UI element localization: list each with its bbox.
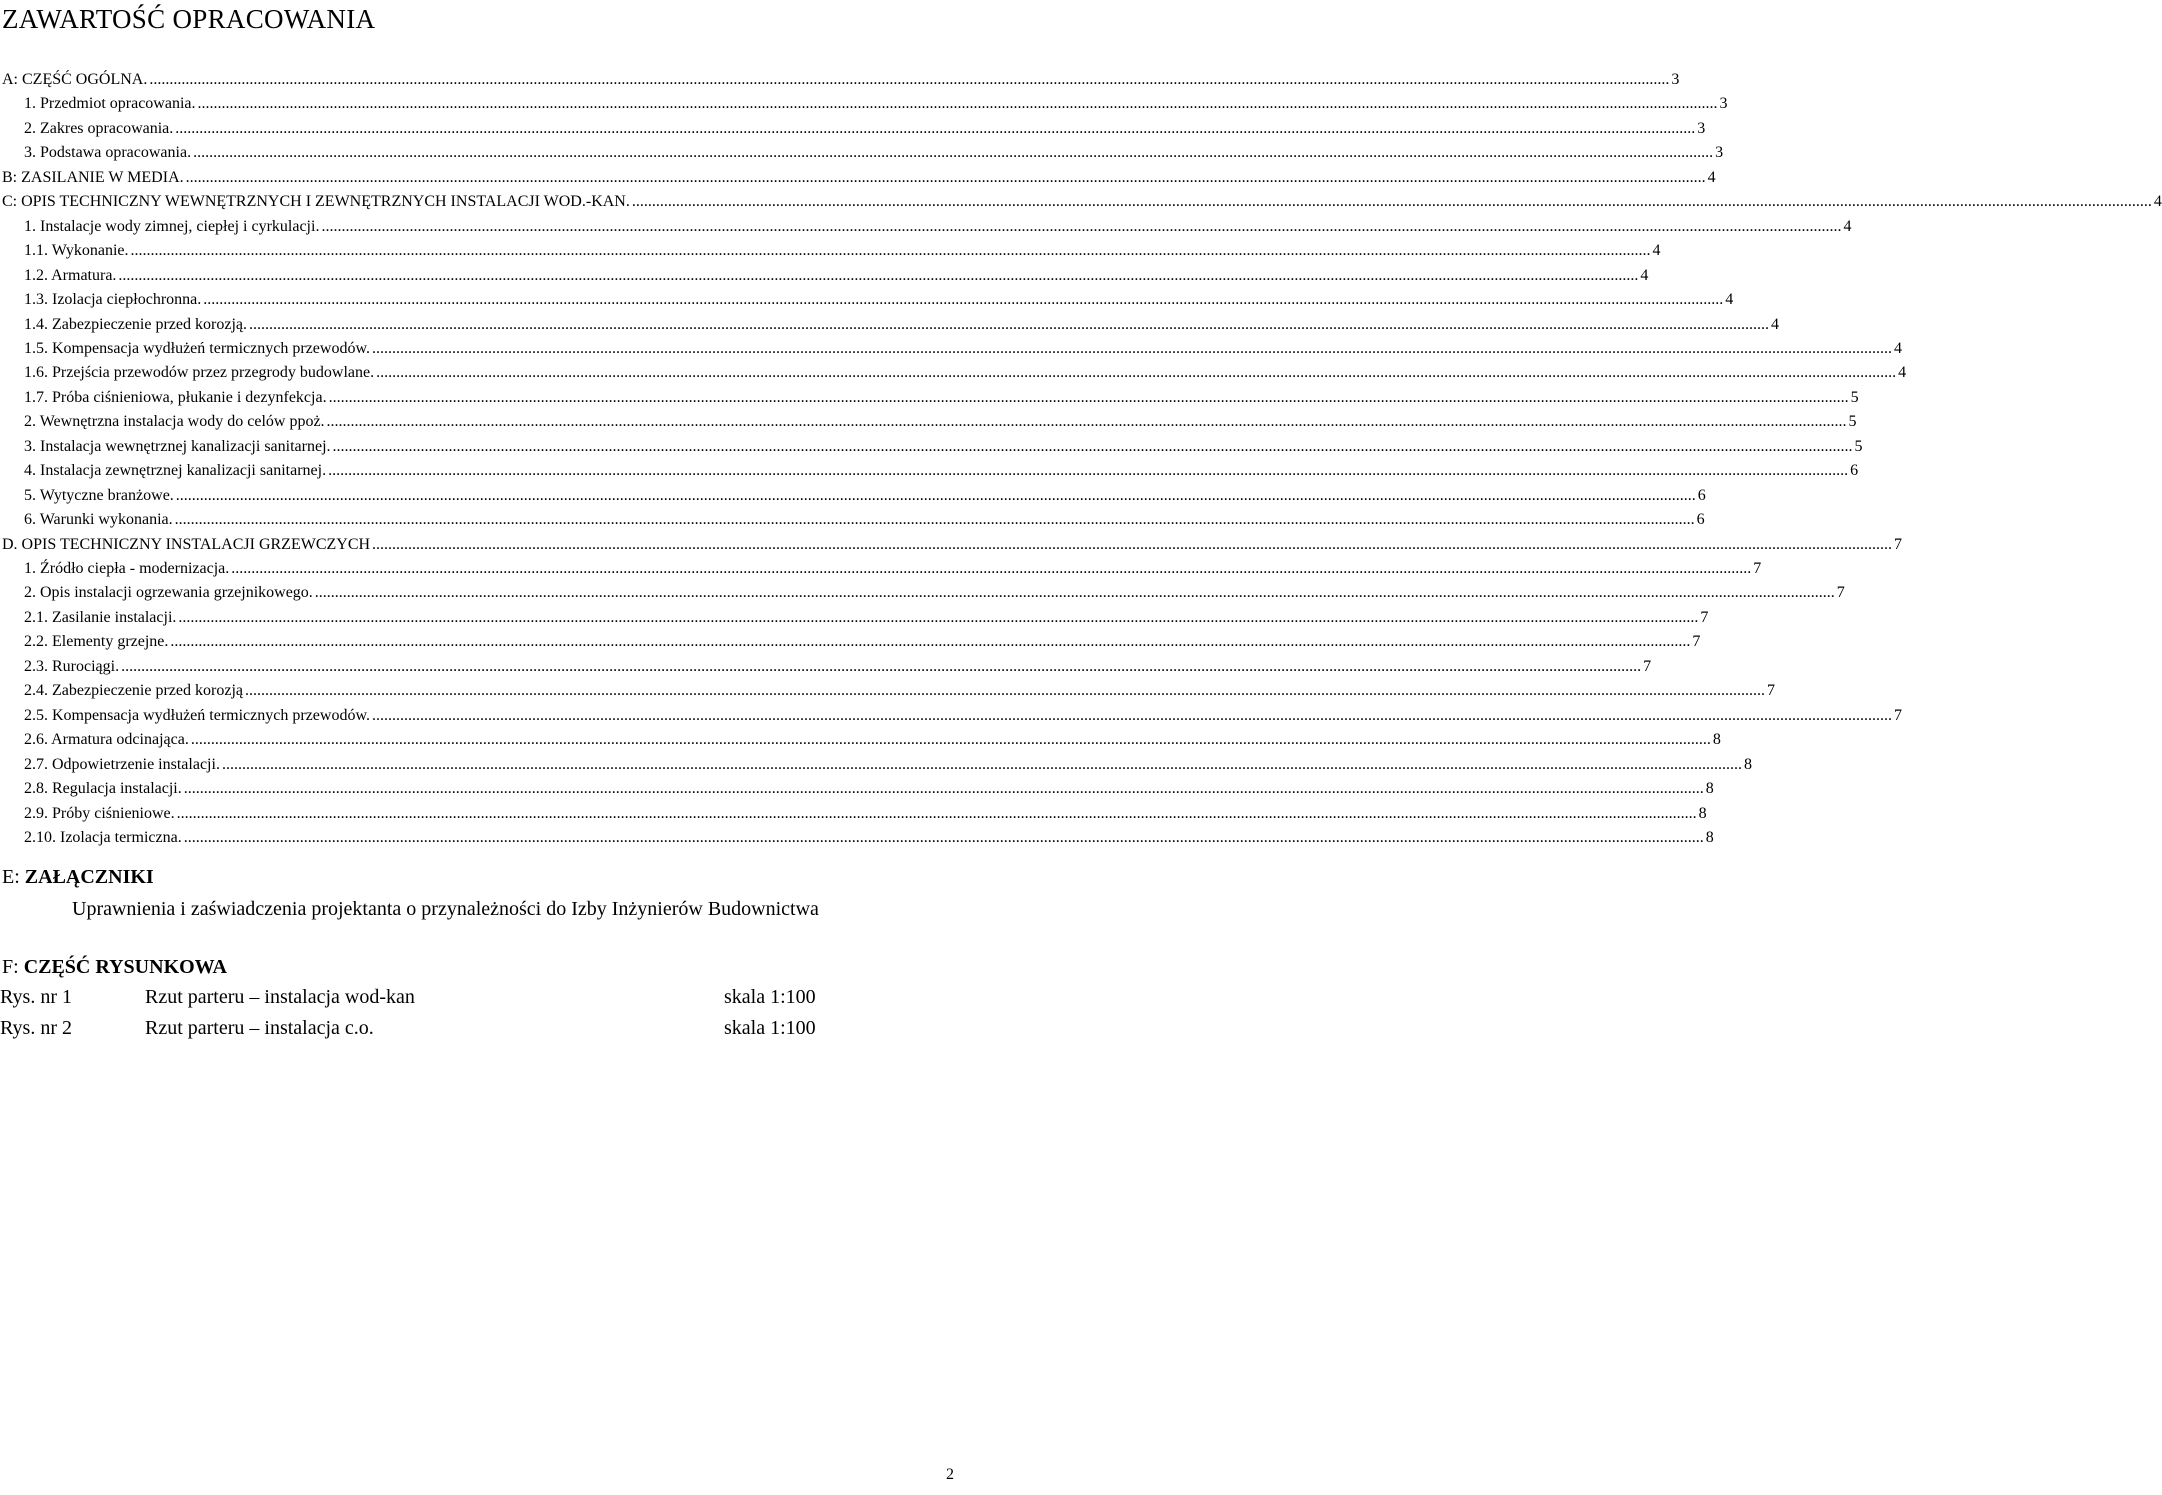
toc-dot-leader xyxy=(118,264,1638,288)
toc-entry-page: 3 xyxy=(1671,71,1680,88)
toc-entry-title: 1.7. Próba ciśnieniowa, płukanie i dezynfekcja. xyxy=(24,389,327,406)
toc-dot-leader xyxy=(186,166,1706,190)
toc-entry[interactable] xyxy=(2,533,1903,557)
toc-entry-title: 3. Podstawa opracowania. xyxy=(24,144,192,161)
toc-dot-leader xyxy=(177,802,1697,826)
toc-entry-title: C: OPIS TECHNICZNY WEWNĘTRZNYCH I ZEWNĘTRZNYCH INSTALACJI WOD.-KAN. xyxy=(2,193,630,210)
toc-entry-page: 8 xyxy=(1705,780,1714,797)
toc-entry-title: 2.6. Armatura odcinająca. xyxy=(24,731,189,748)
toc-entry-title: 5. Wytyczne branżowe. xyxy=(24,487,174,504)
toc-entry[interactable] xyxy=(2,215,1852,239)
toc-entry[interactable] xyxy=(2,581,1845,605)
drawings-heading xyxy=(2,956,227,979)
toc-entry-page: 8 xyxy=(1712,731,1721,748)
toc-entry-page: 4 xyxy=(2153,193,2162,210)
toc-entry-title: 2.9. Próby ciśnieniowe. xyxy=(24,805,175,822)
toc-entry-page: 4 xyxy=(1843,218,1852,235)
toc-dot-leader xyxy=(321,215,1841,239)
toc-entry[interactable] xyxy=(2,777,1714,801)
toc-entry[interactable] xyxy=(2,337,1902,361)
toc-entry-title: 2.2. Elementy grzejne. xyxy=(24,633,169,650)
toc-entry-title: 2.3. Rurociągi. xyxy=(24,658,120,675)
toc-entry-title: D. OPIS TECHNICZNY INSTALACJI GRZEWCZYCH xyxy=(2,536,371,553)
toc-dot-leader xyxy=(184,777,1704,801)
toc-entry[interactable] xyxy=(2,630,1701,654)
toc-dot-leader xyxy=(249,313,1769,337)
toc-entry-page: 8 xyxy=(1743,756,1752,773)
toc-dot-leader xyxy=(178,606,1698,630)
toc-dot-leader xyxy=(632,190,2152,214)
annexes-heading-prefix: E: xyxy=(2,866,25,888)
toc-entry-title: 2.5. Kompensacja wydłużeń termicznych przewodów. xyxy=(24,707,370,724)
page-number: 2 xyxy=(946,1466,954,1483)
toc-dot-leader xyxy=(131,239,1651,263)
drawing-number: Rys. nr 1 xyxy=(0,986,72,1008)
toc-dot-leader xyxy=(222,753,1742,777)
toc-dot-leader xyxy=(328,459,1848,483)
toc-entry-page: 7 xyxy=(1894,536,1903,553)
toc-dot-leader xyxy=(327,410,1847,434)
toc-dot-leader xyxy=(372,704,1892,728)
toc-entry-title: 3. Instalacja wewnętrznej kanalizacji sanitarnej. xyxy=(24,438,331,455)
toc-entry-page: 4 xyxy=(1770,316,1779,333)
toc-entry-page: 7 xyxy=(1893,707,1902,724)
toc-entry[interactable] xyxy=(2,117,1706,141)
toc-entry-page: 6 xyxy=(1697,487,1706,504)
toc-entry[interactable] xyxy=(2,484,1706,508)
toc-entry[interactable] xyxy=(2,679,1775,703)
toc-entry[interactable] xyxy=(2,655,1652,679)
toc-entry[interactable] xyxy=(2,361,1907,385)
toc-entry-page: 4 xyxy=(1725,291,1734,308)
drawing-row xyxy=(0,1017,960,1045)
toc-entry[interactable] xyxy=(2,166,1716,190)
toc-entry-page: 5 xyxy=(1854,438,1863,455)
toc-entry[interactable] xyxy=(2,704,1902,728)
toc-dot-leader xyxy=(315,581,1835,605)
toc-dot-leader xyxy=(175,117,1695,141)
toc-entry-title: 1. Źródło ciepła - modernizacja. xyxy=(24,560,230,577)
toc-entry-page: 6 xyxy=(1696,511,1705,528)
toc-entry[interactable] xyxy=(2,508,1705,532)
toc-dot-leader xyxy=(121,655,1641,679)
toc-entry-title: 2.8. Regulacja instalacji. xyxy=(24,780,182,797)
toc-entry[interactable] xyxy=(2,264,1649,288)
toc-entry-page: 4 xyxy=(1893,340,1902,357)
toc-entry-page: 7 xyxy=(1836,584,1845,601)
drawing-scale: skala 1:100 xyxy=(724,986,816,1008)
toc-entry[interactable] xyxy=(2,435,1863,459)
toc-entry[interactable] xyxy=(2,190,2162,214)
toc-entry-page: 4 xyxy=(1652,242,1661,259)
toc-entry-page: 8 xyxy=(1698,805,1707,822)
toc-entry[interactable] xyxy=(2,826,1714,850)
toc-entry-page: 6 xyxy=(1850,462,1859,479)
toc-entry[interactable] xyxy=(2,313,1779,337)
toc-dot-leader xyxy=(198,92,1718,116)
toc-entry-page: 4 xyxy=(1707,169,1716,186)
toc-entry-page: 7 xyxy=(1692,633,1701,650)
toc-entry-page: 3 xyxy=(1697,120,1706,137)
toc-entry-title: B: ZASILANIE W MEDIA. xyxy=(2,169,184,186)
toc-entry-page: 7 xyxy=(1643,658,1652,675)
toc-entry-page: 7 xyxy=(1766,682,1775,699)
toc-entry-page: 5 xyxy=(1848,413,1857,430)
toc-entry-title: A: CZĘŚĆ OGÓLNA. xyxy=(2,71,148,88)
drawing-number: Rys. nr 2 xyxy=(0,1017,72,1039)
toc-entry-title: 1.1. Wykonanie. xyxy=(24,242,129,259)
toc-entry[interactable] xyxy=(2,802,1707,826)
toc-entry-title: 2. Zakres opracowania. xyxy=(24,120,174,137)
toc-dot-leader xyxy=(170,630,1690,654)
toc-entry-title: 1. Przedmiot opracowania. xyxy=(24,95,196,112)
toc-dot-leader xyxy=(372,533,1892,557)
annexes-heading-label: ZAŁĄCZNIKI xyxy=(24,866,154,888)
drawings-heading-prefix: F: xyxy=(2,956,24,978)
toc-entry-page: 4 xyxy=(1640,267,1649,284)
toc-entry[interactable] xyxy=(2,141,1724,165)
toc-entry-page: 3 xyxy=(1719,95,1728,112)
toc-dot-leader xyxy=(184,826,1704,850)
toc-entry-title: 2.4. Zabezpieczenie przed korozją xyxy=(24,682,243,699)
toc-dot-leader xyxy=(176,484,1696,508)
toc-entry-title: 2.10. Izolacja termiczna. xyxy=(24,829,182,846)
toc-dot-leader xyxy=(376,361,1896,385)
toc-entry[interactable] xyxy=(2,288,1734,312)
toc-dot-leader xyxy=(329,386,1849,410)
toc-entry-title: 2.7. Odpowietrzenie instalacji. xyxy=(24,756,220,773)
toc-dot-leader xyxy=(191,728,1711,752)
toc-entry[interactable] xyxy=(2,557,1762,581)
toc-entry-page: 7 xyxy=(1700,609,1709,626)
toc-entry[interactable] xyxy=(2,92,1728,116)
annexes-heading xyxy=(2,866,154,889)
drawings-heading-label: CZĘŚĆ RYSUNKOWA xyxy=(23,956,227,978)
toc-entry[interactable] xyxy=(2,459,1859,483)
toc-dot-leader xyxy=(245,679,1765,703)
toc-entry[interactable] xyxy=(2,386,1859,410)
toc-dot-leader xyxy=(372,337,1892,361)
drawing-title: Rzut parteru – instalacja c.o. xyxy=(145,1017,374,1039)
toc-dot-leader xyxy=(333,435,1853,459)
toc-entry-title: 4. Instalacja zewnętrznej kanalizacji sanitarnej. xyxy=(24,462,327,479)
toc-entry-title: 2. Wewnętrzna instalacja wody do celów ppoż. xyxy=(24,413,325,430)
toc-dot-leader xyxy=(203,288,1723,312)
toc-dot-leader xyxy=(231,557,1751,581)
toc-entry[interactable] xyxy=(2,410,1857,434)
toc-entry-page: 4 xyxy=(1898,364,1907,381)
toc-entry-title: 1.6. Przejścia przewodów przez przegrody budowlane. xyxy=(24,364,375,381)
toc-entry-page: 8 xyxy=(1705,829,1714,846)
toc-entry[interactable] xyxy=(2,753,1752,777)
toc-entry-title: 1.3. Izolacja ciepłochronna. xyxy=(24,291,202,308)
drawing-title: Rzut parteru – instalacja wod-kan xyxy=(145,986,415,1008)
toc-dot-leader xyxy=(175,508,1695,532)
toc-entry[interactable] xyxy=(2,728,1721,752)
annex-item: Uprawnienia i zaświadczenia projektanta o przynależności do Izby Inżynierów Budownictwa xyxy=(72,898,819,920)
toc-dot-leader xyxy=(193,141,1713,165)
toc-entry-title: 2.1. Zasilanie instalacji. xyxy=(24,609,177,626)
toc-entry-title: 1.4. Zabezpieczenie przed korozją. xyxy=(24,316,247,333)
toc-entry-title: 1.2. Armatura. xyxy=(24,267,117,284)
toc-entry-title: 2. Opis instalacji ogrzewania grzejnikowego. xyxy=(24,584,313,601)
toc-entry-title: 6. Warunki wykonania. xyxy=(24,511,173,528)
toc-entry[interactable] xyxy=(2,606,1709,630)
toc-entry[interactable] xyxy=(2,68,1680,92)
drawing-row xyxy=(0,986,960,1014)
toc-entry-page: 7 xyxy=(1753,560,1762,577)
drawing-scale: skala 1:100 xyxy=(724,1017,816,1039)
toc-entry-page: 5 xyxy=(1850,389,1859,406)
toc-entry-title: 1. Instalacje wody zimnej, ciepłej i cyrkulacji. xyxy=(24,218,320,235)
toc-entry[interactable] xyxy=(2,239,1661,263)
toc-entry-page: 3 xyxy=(1715,144,1724,161)
toc-entry-title: 1.5. Kompensacja wydłużeń termicznych przewodów. xyxy=(24,340,370,357)
toc-dot-leader xyxy=(149,68,1669,92)
page-title: ZAWARTOŚĆ OPRACOWANIA xyxy=(2,4,376,34)
